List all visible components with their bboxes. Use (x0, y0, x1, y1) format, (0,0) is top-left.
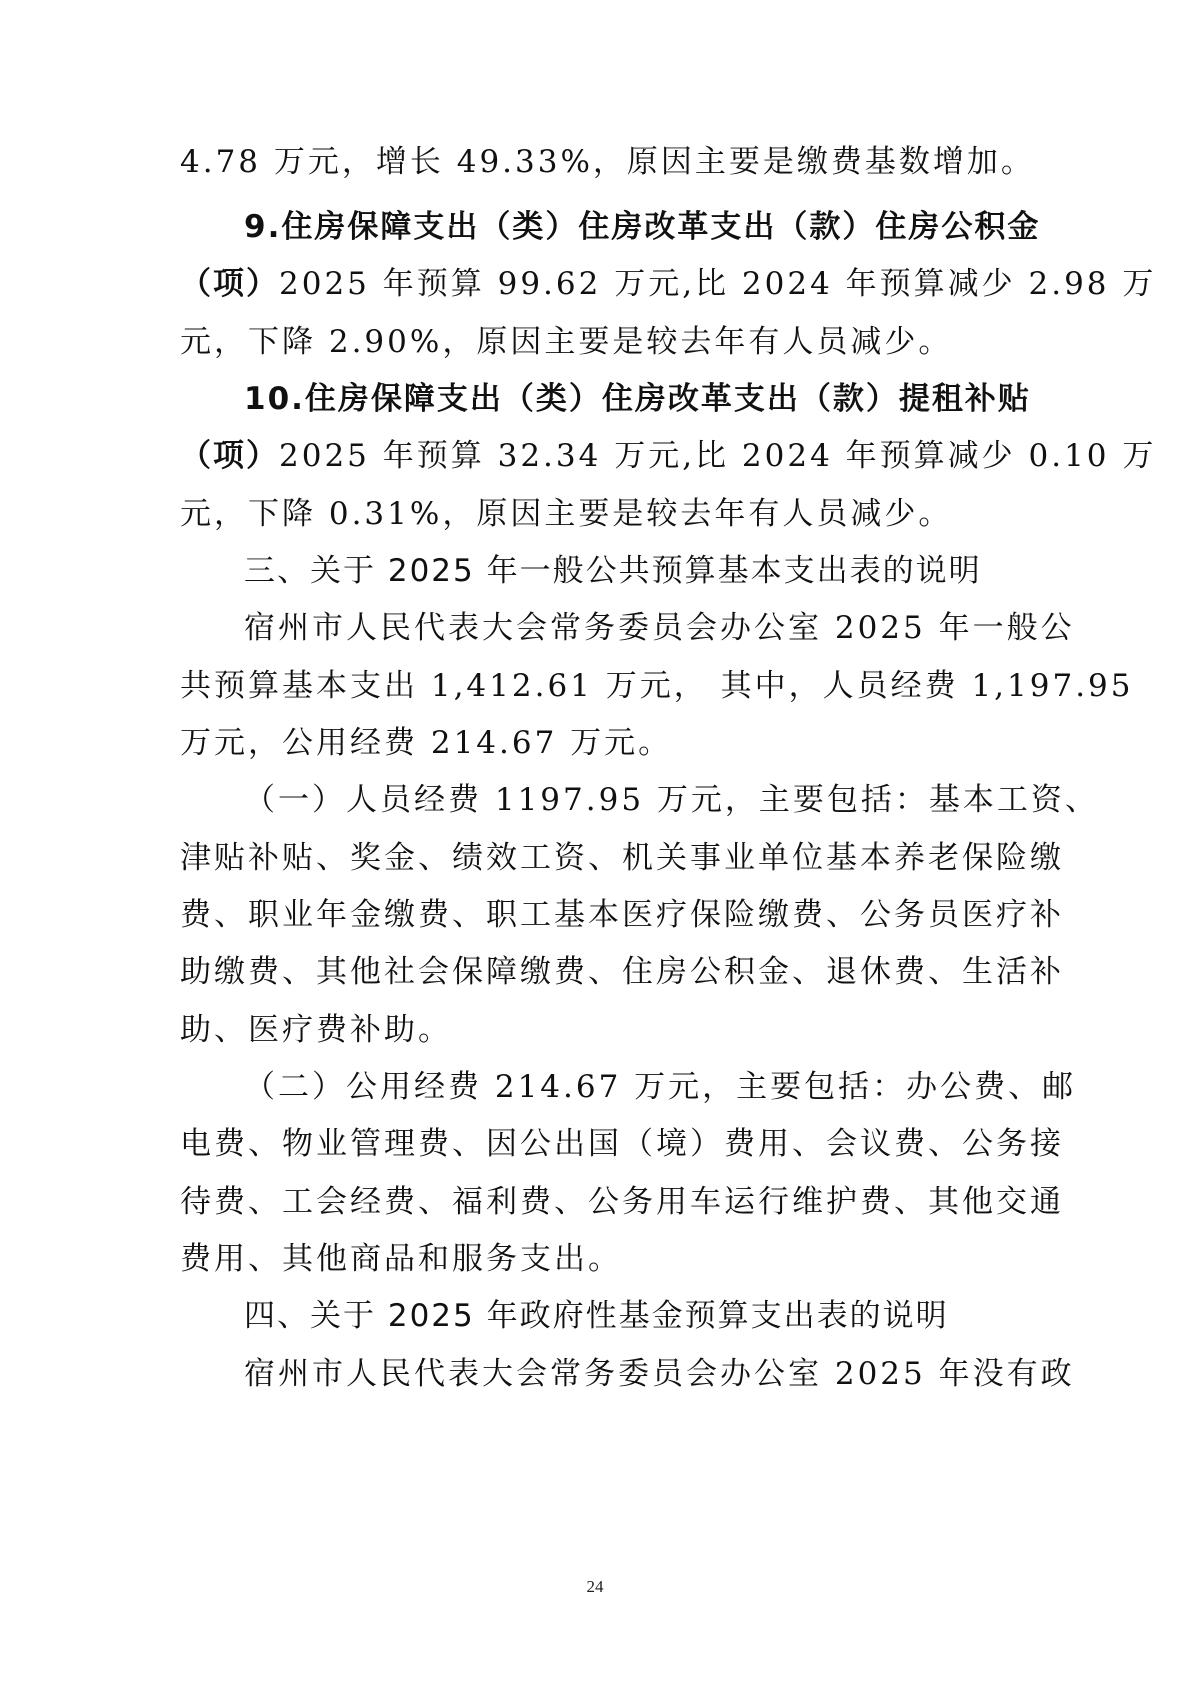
item-label: （项） (180, 266, 279, 302)
body-line-personnel-3: 费、职业年金缴费、职工基本医疗保险缴费、公务员医疗补 (180, 897, 1064, 933)
body-line-section3-3: 万元，公用经费 214.67 万元。 (180, 725, 673, 761)
body-line-personnel-1: （一）人员经费 1197.95 万元，主要包括：基本工资、 (244, 782, 1099, 818)
body-line-rent-subsidy-budget-text: 2025 年预算 32.34 万元,比 2024 年预算减少 0.10 万 (279, 438, 1157, 474)
section-heading-4: 四、关于 2025 年政府性基金预算支出表的说明 (244, 1298, 949, 1334)
body-line-public-3: 待费、工会经费、福利费、公务用车运行维护费、其他交通 (180, 1184, 1064, 1220)
body-line-1: 4.78 万元，增长 49.33%，原因主要是缴费基数增加。 (180, 144, 1035, 180)
body-line-personnel-5: 助、医疗费补助。 (180, 1012, 452, 1048)
body-line-public-4: 费用、其他商品和服务支出。 (180, 1241, 622, 1277)
body-line-section4-1: 宿州市人民代表大会常务委员会办公室 2025 年没有政 (244, 1356, 1075, 1392)
subheading-housing-fund: 9.住房保障支出（类）住房改革支出（款）住房公积金 (244, 209, 1041, 245)
body-line-housing-fund-budget (180, 264, 1157, 304)
body-line-section3-1: 宿州市人民代表大会常务委员会办公室 2025 年一般公 (244, 610, 1075, 646)
body-line-personnel-2: 津贴补贴、奖金、绩效工资、机关事业单位基本养老保险缴 (180, 840, 1064, 876)
body-line-rent-subsidy-decrease: 元，下降 0.31%，原因主要是较去年有人员减少。 (180, 496, 953, 532)
body-line-public-1: （二）公用经费 214.67 万元，主要包括：办公费、邮 (244, 1069, 1077, 1105)
body-line-rent-subsidy-budget (180, 436, 1157, 476)
subheading-rent-subsidy: 10.住房保障支出（类）住房改革支出（款）提租补贴 (244, 381, 1031, 417)
item-label: （项） (180, 438, 279, 474)
body-line-public-2: 电费、物业管理费、因公出国（境）费用、会议费、公务接 (180, 1126, 1064, 1162)
body-line-housing-fund-budget-text: 2025 年预算 99.62 万元,比 2024 年预算减少 2.98 万 (279, 266, 1157, 302)
body-line-housing-fund-decrease: 元，下降 2.90%，原因主要是较去年有人员减少。 (180, 324, 953, 360)
body-line-section3-2: 共预算基本支出 1,412.61 万元， 其中，人员经费 1,197.95 (180, 668, 1134, 704)
page-number: 24 (586, 1577, 604, 1596)
section-heading-3: 三、关于 2025 年一般公共预算基本支出表的说明 (244, 553, 982, 589)
body-line-personnel-4: 助缴费、其他社会保障缴费、住房公积金、退休费、生活补 (180, 954, 1064, 990)
